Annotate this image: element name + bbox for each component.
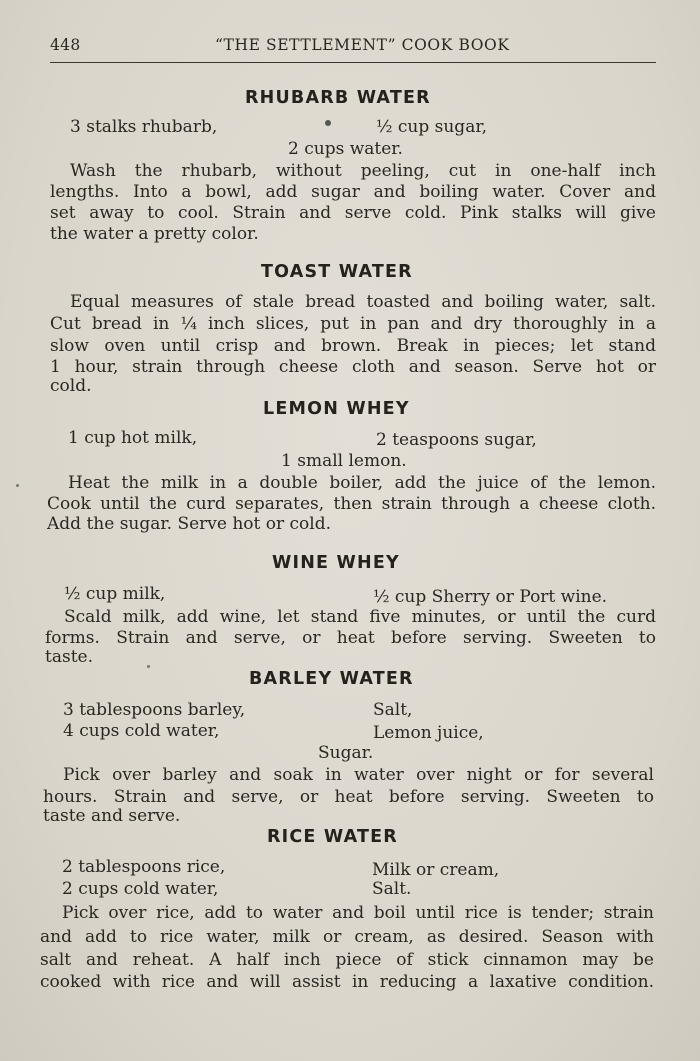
- page-number: 448: [50, 36, 81, 54]
- ingredient: 1 cup hot milk,: [68, 428, 198, 448]
- ingredient: 2 cups cold water,: [62, 879, 219, 899]
- ingredient: ½ cup sugar,: [376, 117, 487, 137]
- recipe-line: taste and serve.: [43, 806, 181, 826]
- ingredient: 3 stalks rhubarb,: [70, 117, 218, 137]
- recipe-title-toast-water: TOAST WATER: [261, 262, 413, 282]
- running-header: [50, 36, 656, 58]
- ingredient: 2 cups water.: [288, 139, 403, 159]
- recipe-line: Wash the rhubarb, without peeling, cut in one-half inch: [70, 161, 656, 181]
- ink-speck: [16, 484, 19, 487]
- recipe-line: Equal measures of stale bread toasted and boiling water, salt.: [70, 292, 656, 312]
- recipe-line: 1 hour, strain through cheese cloth and season. Serve hot or: [50, 357, 656, 377]
- recipe-line: Heat the milk in a double boiler, add the juice of the lemon.: [68, 473, 656, 493]
- ingredient: 3 tablespoons barley,: [63, 700, 246, 720]
- recipe-line: Scald milk, add wine, let stand five minutes, or until the curd: [64, 607, 656, 627]
- ingredient: Lemon juice,: [373, 723, 484, 743]
- ingredient: Salt.: [372, 879, 412, 899]
- ingredient: Sugar.: [318, 743, 374, 763]
- recipe-title-rice-water: RICE WATER: [267, 827, 398, 847]
- recipe-line: Cut bread in ¼ inch slices, put in pan and dry thoroughly in a: [50, 314, 656, 334]
- recipe-line: Cook until the curd separates, then strain through a cheese cloth.: [47, 494, 656, 514]
- recipe-line: cooked with rice and will assist in reducing a laxative condition.: [40, 972, 654, 992]
- recipe-line: Pick over rice, add to water and boil until rice is tender; strain: [62, 903, 654, 923]
- ingredient: ½ cup Sherry or Port wine.: [373, 587, 608, 607]
- recipe-title-barley-water: BARLEY WATER: [249, 669, 414, 689]
- recipe-line: the water a pretty color.: [50, 224, 259, 244]
- recipe-line: taste.: [45, 647, 93, 667]
- ink-speck: [147, 665, 150, 668]
- recipe-line: hours. Strain and serve, or heat before serving. Sweeten to: [43, 787, 654, 807]
- header-rule: [50, 62, 656, 63]
- ingredient: Salt,: [373, 700, 413, 720]
- recipe-line: and add to rice water, milk or cream, as desired. Season with: [40, 927, 654, 947]
- recipe-title-lemon-whey: LEMON WHEY: [263, 399, 410, 419]
- recipe-line: slow oven until crisp and brown. Break in pieces; let stand: [50, 336, 656, 356]
- ingredient: 1 small lemon.: [281, 451, 407, 471]
- recipe-line: Add the sugar. Serve hot or cold.: [47, 514, 332, 534]
- ingredient: ½ cup milk,: [64, 584, 166, 604]
- recipe-title-rhubarb-water: RHUBARB WATER: [245, 88, 431, 108]
- ingredient: 2 teaspoons sugar,: [376, 430, 537, 450]
- recipe-line: forms. Strain and serve, or heat before serving. Sweeten to: [45, 628, 656, 648]
- recipe-title-wine-whey: WINE WHEY: [272, 553, 400, 573]
- ingredient: 4 cups cold water,: [63, 721, 220, 741]
- recipe-line: lengths. Into a bowl, add sugar and boiling water. Cover and: [50, 182, 656, 202]
- recipe-line: set away to cool. Strain and serve cold. Pink stalks will give: [50, 203, 656, 223]
- ingredient: Milk or cream,: [372, 860, 500, 880]
- recipe-line: Pick over barley and soak in water over night or for several: [63, 765, 654, 785]
- ingredient: 2 tablespoons rice,: [62, 857, 226, 877]
- recipe-line: cold.: [50, 376, 92, 396]
- running-title: “THE SETTLEMENT” COOK BOOK: [215, 36, 510, 54]
- recipe-line: salt and reheat. A half inch piece of stick cinnamon may be: [40, 950, 654, 970]
- ink-speck: [325, 120, 331, 126]
